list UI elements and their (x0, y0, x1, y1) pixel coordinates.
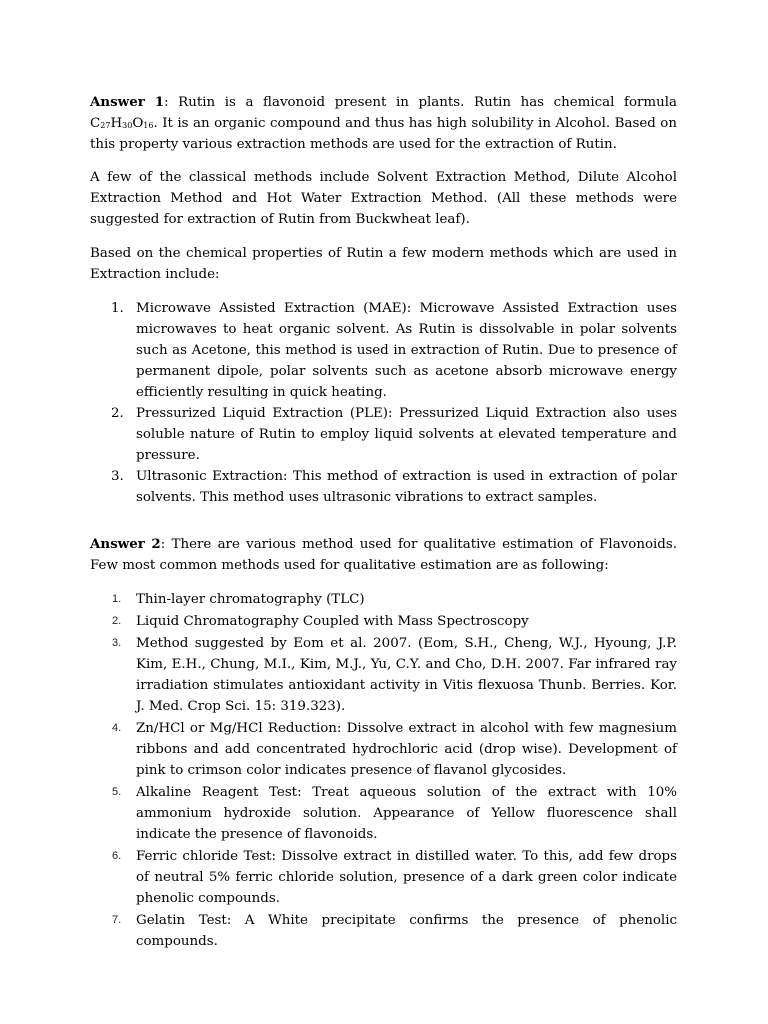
answer1-intro: Answer 1: Rutin is a flavonoid present in plants. Rutin has chemical formula $C_{27}H_{30}O_{16}$. It is an organic compound and thus has high solubility in Alcohol. Based on this property various extraction methods are used for the extraction of Rutin. (90, 94, 678, 152)
answer1-modern-methods-intro: Based on the chemical properties of Rutin a few modern methods which are used in Extraction include: (90, 246, 677, 282)
list-item: 3. Ultrasonic Extraction: This method of extraction is used in extraction of polar solvents. This method uses ultrasonic vibrations to extract samples. (111, 469, 677, 505)
list-item: 4. Zn/HCl or Mg/HCl Reduction: Dissolve extract in alcohol with few magnesium ribbons and add concentrated hydrochloric acid (drop wise). Development of pink to crimson color indicates presence of flavanol glycosides. (112, 721, 677, 778)
answer2-method-list (112, 589, 677, 953)
list-item: 1. Microwave Assisted Extraction (MAE): Microwave Assisted Extraction uses microwaves to heat organic solvent. As Rutin is dissolvable in polar solvents such as Acetone, this method is used in extraction of Rutin. Due to presence of permanent dipole, polar solvents such as acetone absorb microwave energy efficiently resulting in quick heating. (111, 301, 677, 400)
list-item: 1. Thin-layer chromatography (TLC) (112, 592, 365, 607)
list-item: 3. Method suggested by Eom et al. 2007. (Eom, S.H., Cheng, W.J., Hyoung, J.P. Kim, E.H., Chung, M.I., Kim, M.J., Yu, C.Y. and Cho, D.H. 2007. Far infrared ray irradiation stimulates antioxidant activity in Vitis flexuosa Thunb. Berries. Kor. J. Med. Crop Sci. 15: 319.323). (112, 636, 677, 714)
answer1-label: Answer 1 (90, 94, 165, 110)
answer2-intro: Answer 2: There are various method used for qualitative estimation of Flavonoids. Few most common methods used for qualitative estimation are as following: (90, 536, 677, 573)
list-item: 7. Gelatin Test: A White precipitate confirms the presence of phenolic compounds. (112, 913, 677, 949)
list-item: 6. Ferric chloride Test: Dissolve extract in distilled water. To this, add few drops of neutral 5% ferric chloride solution, presence of a dark green color indicate phenolic compounds. (112, 849, 677, 906)
answer1-method-list (111, 298, 677, 508)
list-item: 2. Liquid Chromatography Coupled with Mass Spectroscopy (112, 614, 529, 629)
list-item: 2. Pressurized Liquid Extraction (PLE): Pressurized Liquid Extraction also uses soluble nature of Rutin to employ liquid solvents at elevated temperature and pressure. (111, 406, 677, 463)
answer1-classical-methods: A few of the classical methods include Solvent Extraction Method, Dilute Alcohol Extraction Method and Hot Water Extraction Method. (All these methods were suggested for extraction of Rutin from Buckwheat leaf). (90, 170, 677, 227)
list-item: 5. Alkaline Reagent Test: Treat aqueous solution of the extract with 10% ammonium hydroxide solution. Appearance of Yellow fluorescence shall indicate the presence of flavonoids. (112, 785, 677, 842)
answer2-label: Answer 2 (90, 536, 161, 552)
